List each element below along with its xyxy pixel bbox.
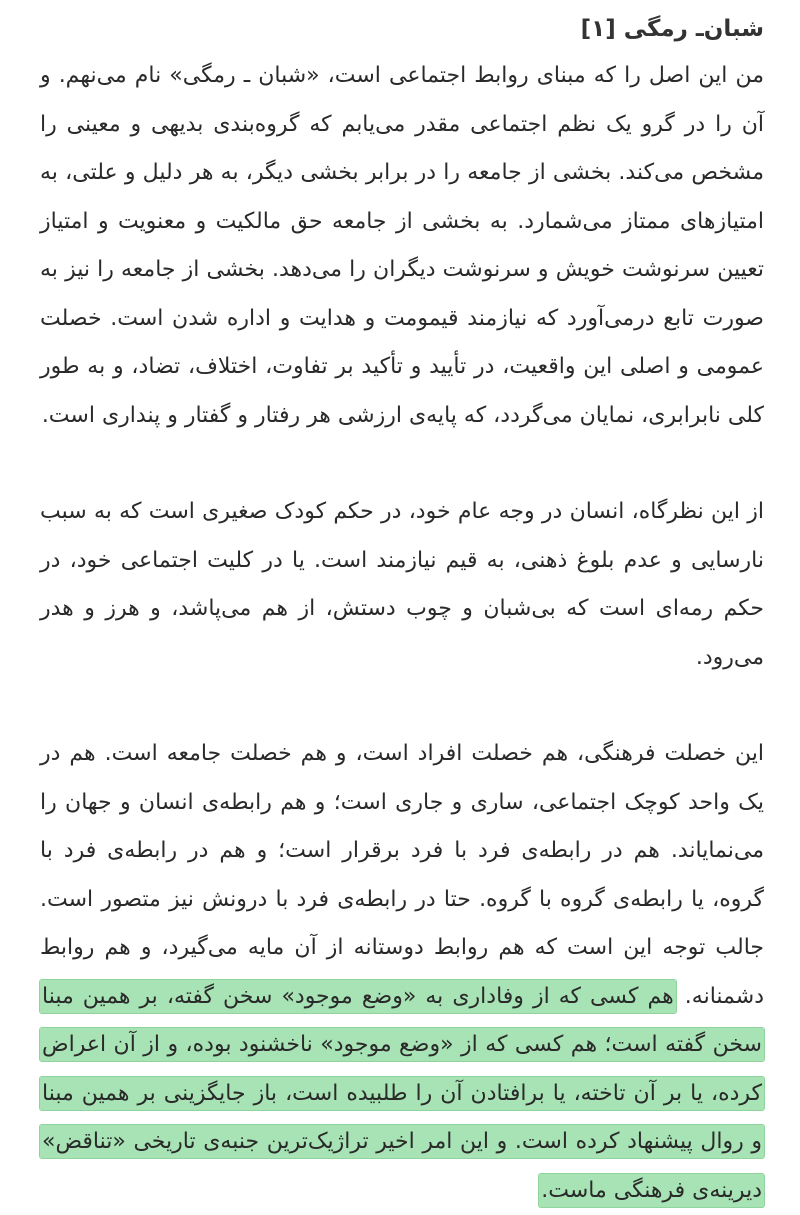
document-page — [40, 10, 764, 1203]
paragraph-1: من این اصل را که مبنای روابط اجتماعی است، «شبان ـ رمگی» نام می‌نهم. و آن را در گرو یک نظم اجتماعی مقدر می‌یابم که گروه‌بندی بدیهی و معینی را مشخص می‌کند. بخشی از جامعه را در برابر بخشی دیگر، به هر دلیل و علتی، به امتیازهای ممتاز می‌شمارد. به بخشی از جامعه حق مالکیت و معنویت و امتیاز تعیین سرنوشت خویش و سرنوشت دیگران را می‌دهد. بخشی از جامعه را نیز به صورت تابع درمی‌آورد که نیازمند قیمومت و هدایت و اداره شدن است. خصلت عمومی و اصلی این واقعیت، در تأیید و تأکید بر تفاوت، اختلاف، تضاد، و به طور کلی نابرابری، نمایان می‌گردد، که پایه‌ی ارزشی هر رفتار و گفتار و پنداری است. — [40, 63, 764, 428]
section-title: شبان‌ـ رمگی [۱] — [580, 16, 764, 42]
paragraph-3-text: این خصلت فرهنگی، هم خصلت افراد است، و هم خصلت جامعه است. هم در یک واحد کوچک اجتماعی، ساری و جاری است؛ و هم رابطه‌ی انسان و جهان را می‌نمایاند. هم در رابطه‌ی فرد با فرد برقرار است؛ و هم در رابطه‌ی فرد با گروه، یا رابطه‌ی گروه با گروه. حتا در رابطه‌ی فرد با درونش نیز متصور است. جالب توجه این است که هم روابط دوستانه از آن مایه می‌گیرد، و هم روابط دشمنانه. — [40, 741, 764, 1009]
highlighted-passage[interactable]: هم کسی که از وفاداری به «وضع موجود» سخن گفته، بر همین مبنا سخن گفته است؛ هم کسی که از «وضع موجود» ناخشنود بوده، و از آن اعراض کرده، یا بر آن تاخته، یا برافتادن آن را طلبیده است، باز جایگزینی بر همین مبنا و روال پیشنهاد کرده است. و این امر اخیر تراژیک‌ترین جنبه‌ی تاریخی «تناقض» دیرینه‌ی فرهنگی ماست. — [40, 980, 764, 1207]
paragraph-2: از این نظرگاه، انسان در وجه عام خود، در حکم کودک صغیری است که به سبب نارسایی و عدم بلوغ ذهنی، به قیم نیازمند است. یا در کلیت اجتماعی خود، در حکم رمه‌ای است که بی‌شبان و چوب دستش، از هم می‌پاشد، و هرز و هدر می‌رود. — [40, 499, 764, 670]
paragraph-3 — [40, 730, 764, 1215]
